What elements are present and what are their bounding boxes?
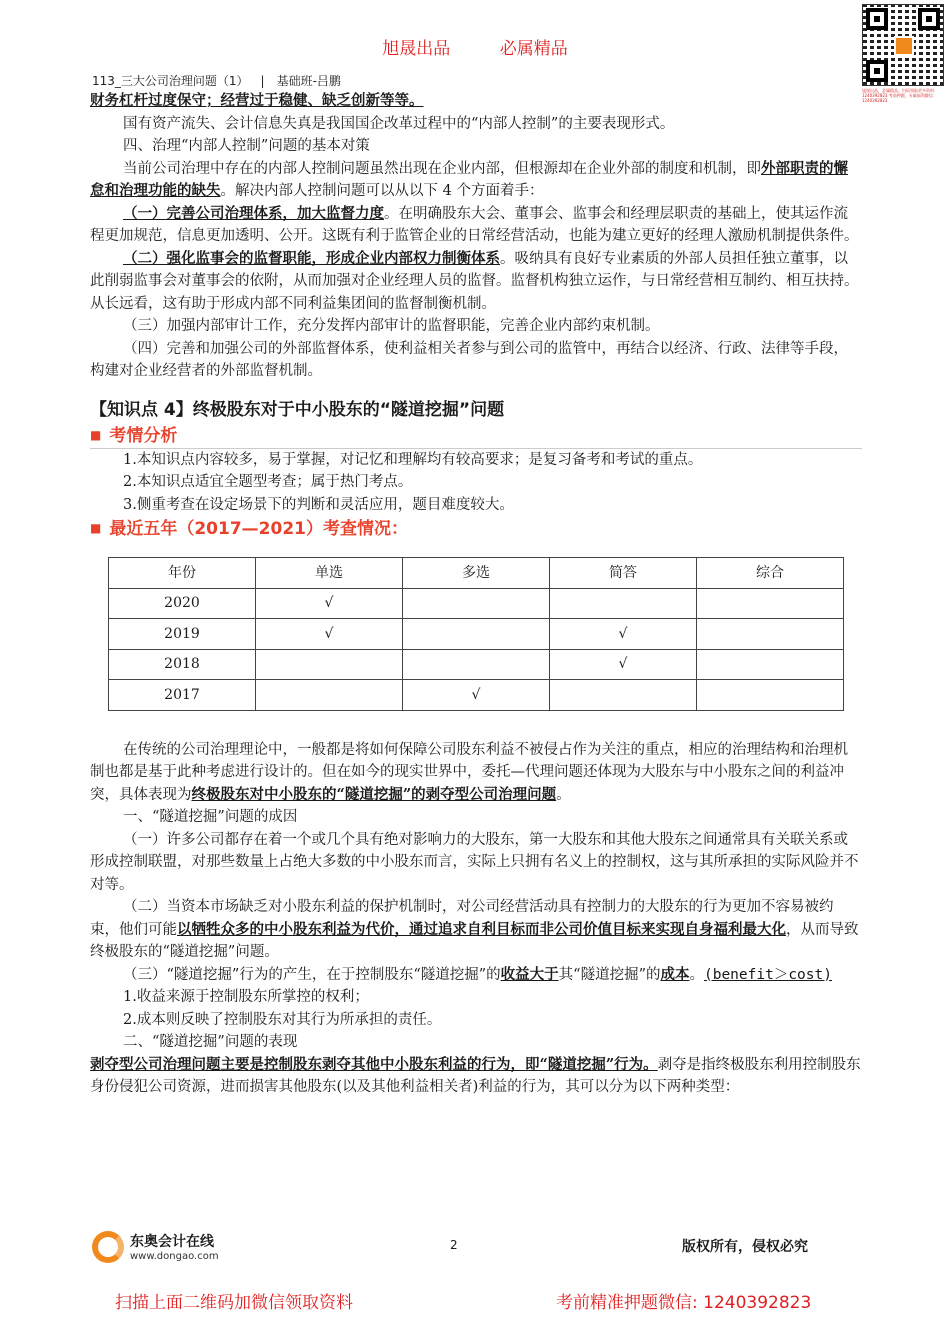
table-header: 单选 [256, 558, 403, 589]
brand-left: 旭晟出品 [382, 39, 451, 59]
table-cell: √ [550, 649, 697, 680]
running-header [92, 72, 341, 89]
measure-3: （三）加强内部审计工作，充分发挥内部审计的监督职能，完善企业内部约束机制。 [123, 318, 660, 334]
table-row [109, 680, 844, 711]
promo-left: 扫描上面二维码加微信领取资料 [115, 1293, 353, 1313]
brand-banner [0, 34, 950, 59]
para-continuation: 财务杠杆过度保守；经营过于稳健、缺乏创新等等。 [90, 92, 424, 109]
logo-url: www.dongao.com [130, 1251, 219, 1262]
table-cell: √ [256, 619, 403, 650]
table-header: 年份 [109, 558, 256, 589]
dongao-logo [92, 1229, 242, 1269]
heading-two: 二、“隧道挖掘”问题的表现 [123, 1034, 298, 1050]
cause-3: （三）“隧道挖掘”行为的产生，在于控制股东“隧道挖掘”的收益大于其“隧道挖掘”的成本。(benefit＞cost) [123, 965, 832, 983]
cause-3-item: 1.收益来源于控制股东所掌控的权利； [123, 989, 369, 1005]
cause-2: （二）当资本市场缺乏对小股东利益的保护机制时，对公司经营活动具有控制力的大股东的行为更加不容易被约束，他们可能以牺牲众多的中小股东利益为代价，通过追求自利目标而非公司价值目标来实现自身福利最大化，从而导致终极股东的“隧道挖掘”问题。 [90, 899, 859, 960]
measure-2: （二）强化监事会的监督职能，形成企业内部权力制衡体系。吸纳具有良好专业素质的外部人员担任独立董事，以此削弱监事会对董事会的依附，从而加强对企业经理人员的监督。监督机构独立运作，与日常经营相互制约、相互扶持。从长远看，这有助于形成内部不同利益集团间的监督制衡机制。 [90, 249, 859, 312]
table-cell: 2018 [109, 649, 256, 680]
table-row [109, 649, 844, 680]
table-cell [403, 588, 550, 619]
table-header: 多选 [403, 558, 550, 589]
analysis-item: 2.本知识点适宜全题型考查；属于热门考点。 [123, 474, 413, 490]
logo-name: 东奥会计在线 [130, 1234, 214, 1250]
document-body [90, 90, 862, 1099]
table-header-row [109, 558, 844, 589]
cause-3-item: 2.成本则反映了控制股东对其行为所承担的责任。 [123, 1011, 442, 1028]
paragraph: 剥夺型公司治理问题主要是控制股东剥夺其他中小股东利益的行为，即“隧道挖掘”行为。剥夺是指终极股东利用控制股东身份侵犯公司资源，进而损害其他股东(以及其他利益相关者)利益的行为，其可以分为以下两种类型： [90, 1055, 861, 1095]
knowledge-point-title: 【知识点 4】终极股东对于中小股东的“隧道挖掘”问题 [90, 399, 505, 420]
paragraph: 当前公司治理中存在的内部人控制问题虽然出现在企业内部，但根源却在企业外部的制度和机制，即外部职责的懈怠和治理功能的缺失。解决内部人控制问题可以从以下 4 个方面着手： [90, 159, 848, 199]
course-title: 113_三大公司治理问题（1） [92, 74, 249, 88]
table-cell: 2017 [109, 680, 256, 711]
table-header: 综合 [697, 558, 844, 589]
class-teacher: 基础班-吕鹏 [276, 74, 341, 88]
table-cell: 2019 [109, 619, 256, 650]
section-years: ■ 最近五年（2017—2021）考查情况： [90, 519, 408, 539]
paragraph: 国有资产流失、会计信息失真是我国国企改革过程中的“内部人控制”的主要表现形式。 [123, 115, 675, 132]
table-cell [403, 649, 550, 680]
table-cell [697, 649, 844, 680]
header-separator: | [260, 74, 265, 88]
table-cell [697, 680, 844, 711]
logo-ring-icon [92, 1231, 124, 1263]
table-cell: √ [256, 588, 403, 619]
table-row [109, 588, 844, 619]
table-cell [403, 619, 550, 650]
table-cell [256, 680, 403, 711]
bullet-square-icon: ■ [90, 427, 102, 442]
table-cell [550, 588, 697, 619]
table-cell [256, 649, 403, 680]
qr-caption: 旭晟出品，必属精品。扫码领取更多资料：1240392823 考前押题，专属福利微信：1240392823 [862, 88, 938, 103]
section-analysis: ■ 考情分析 [90, 423, 862, 449]
page-number: 2 [450, 1238, 458, 1252]
table-cell [697, 588, 844, 619]
qr-code-icon [862, 4, 944, 86]
analysis-item: 1.本知识点内容较多，易于掌握，对记忆和理解均有较高要求；是复习备考和考试的重点。 [123, 451, 703, 468]
paragraph: 在传统的公司治理理论中，一般都是将如何保障公司股东利益不被侵占作为关注的重点，相应的治理结构和治理机制也都是基于此种考虑进行设计的。但在如今的现实世界中，委托—代理问题还体现为大股东与中小股东之间的利益冲突，具体表现为终极股东对中小股东的“隧道挖掘”的剥夺型公司治理问题。 [90, 741, 848, 803]
brand-right: 必属精品 [499, 39, 568, 59]
table-cell: √ [403, 680, 550, 711]
measure-4: （四）完善和加强公司的外部监督体系，使利益相关者参与到公司的监管中，再结合以经济、行政、法律等手段，构建对企业经营者的外部监督机制。 [90, 340, 848, 379]
table-header: 简答 [550, 558, 697, 589]
heading-one: 一、“隧道挖掘”问题的成因 [123, 809, 298, 825]
table-cell [550, 680, 697, 711]
cause-1: （一）许多公司都存在着一个或几个具有绝对影响力的大股东，第一大股东和其他大股东之间通常具有关联关系或形成控制联盟，对那些数量上占绝大多数的中小股东而言，实际上只拥有名义上的控制权，这与其所承担的实际风险并不对等。 [90, 831, 859, 893]
table-row [109, 619, 844, 650]
table-cell [697, 619, 844, 650]
promo-right: 考前精准押题微信: 1240392823 [556, 1293, 812, 1313]
heading-four: 四、治理“内部人控制”问题的基本对策 [123, 138, 370, 154]
analysis-item: 3.侧重考查在设定场景下的判断和灵活应用，题目难度较大。 [123, 496, 514, 513]
measure-1: （一）完善公司治理体系，加大监督力度。在明确股东大会、董事会、监事会和经理层职责的基础上，使其运作流程更加规范，信息更加透明、公开。这既有利于监管企业的日常经营活动，也能为建立更好的经理人激励机制提供条件。 [90, 204, 859, 244]
table-cell: √ [550, 619, 697, 650]
table-cell: 2020 [109, 588, 256, 619]
copyright-notice: 版权所有，侵权必究 [682, 1239, 808, 1255]
bullet-square-icon: ■ [90, 521, 102, 535]
exam-frequency-table [108, 557, 844, 711]
